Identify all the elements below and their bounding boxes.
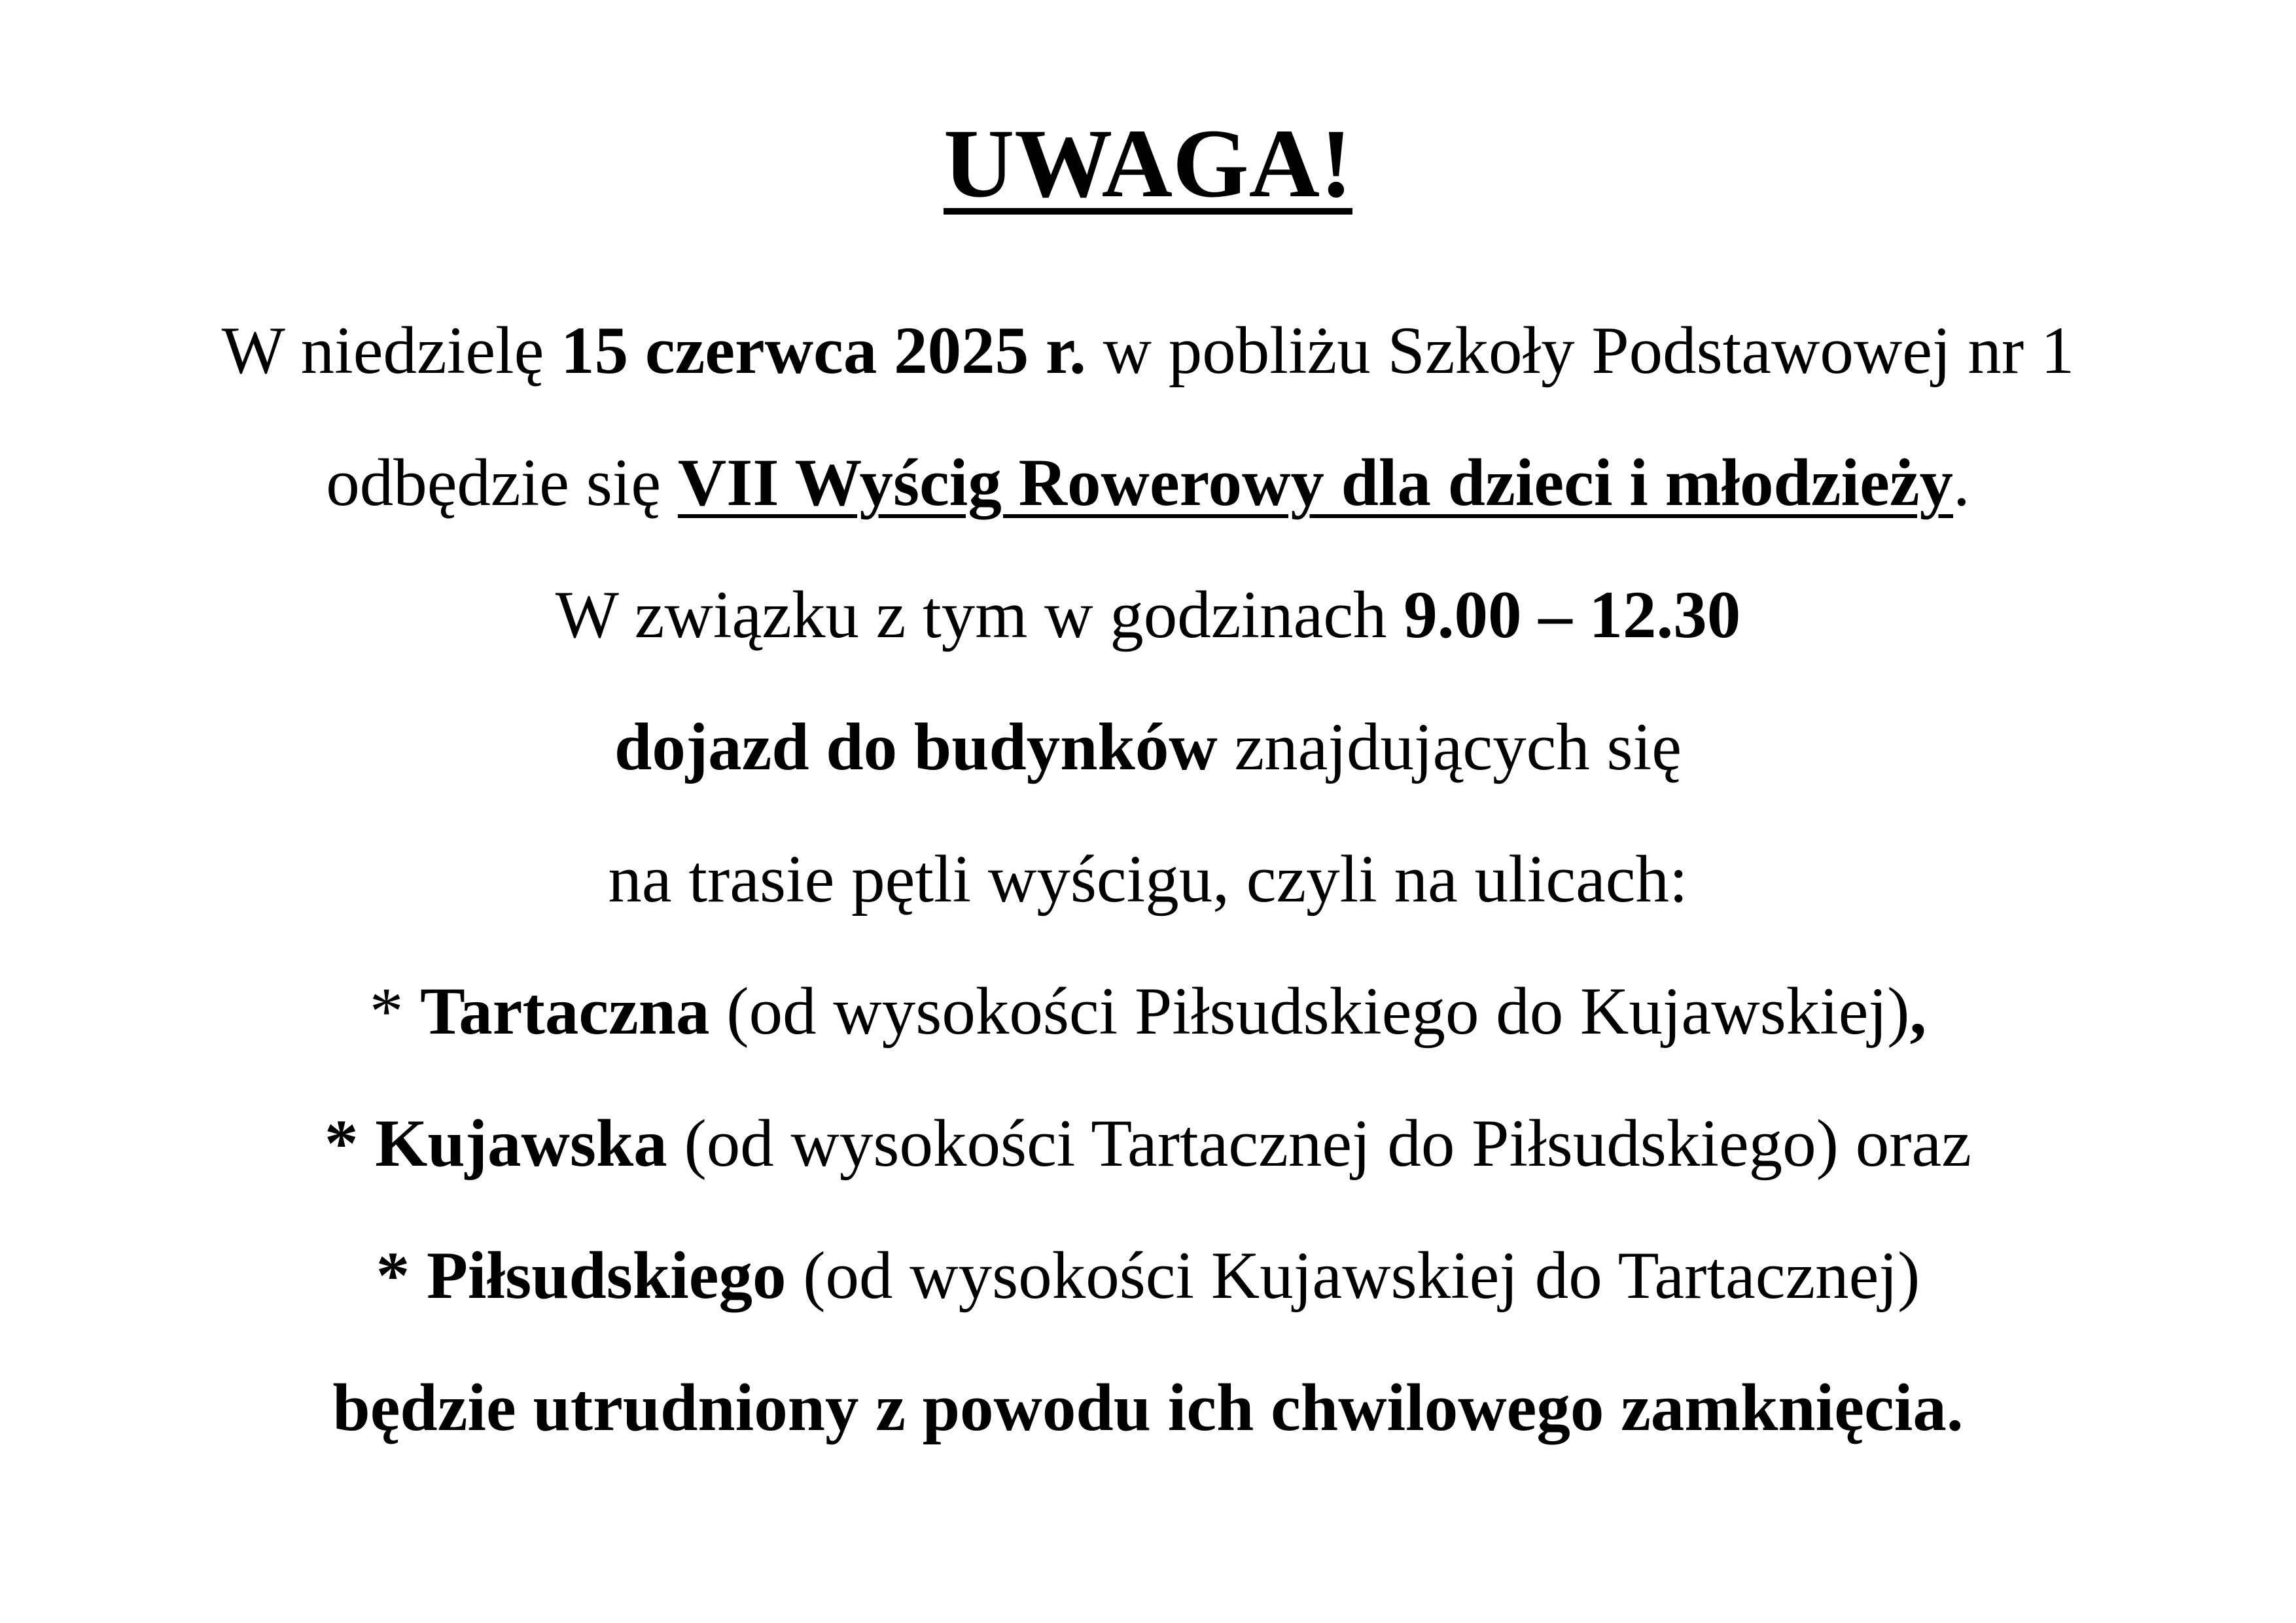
notice-title <box>0 98 2296 229</box>
line-text: W związku z tym w godzinach <box>555 578 1404 652</box>
notice-line-date <box>0 305 2296 396</box>
street-item-kujawska <box>0 1098 2296 1189</box>
notice-line-access <box>0 701 2296 793</box>
notice-line-hours <box>0 569 2296 661</box>
event-hours: 9.00 – 12.30 <box>1404 578 1741 652</box>
street-range: (od wysokości Tartacznej do Piłsudskiego) oraz <box>667 1106 1971 1181</box>
street-name: Tartaczna <box>420 974 710 1049</box>
line-text: * <box>369 974 421 1049</box>
line-text: , <box>1909 974 1927 1049</box>
street-item-pilsudskiego <box>0 1230 2296 1321</box>
access-emphasis: dojazd do budynków <box>614 710 1218 784</box>
line-text: na trasie pętli wyścigu, czyli na ulicach: <box>608 842 1688 916</box>
street-name: * Kujawska <box>325 1106 667 1181</box>
notice-line-closure <box>0 1362 2296 1454</box>
line-text: znajdujących się <box>1217 710 1682 784</box>
street-name: * Piłsudskiego <box>376 1238 786 1313</box>
closure-statement: będzie utrudniony z powodu ich chwilowego zamknięcia. <box>332 1370 1964 1445</box>
notice-line-route <box>0 833 2296 925</box>
street-range: (od wysokości Kujawskiej do Tartacznej) <box>786 1238 1920 1313</box>
line-text: W niedzielę <box>221 313 561 388</box>
street-range: (od wysokości Piłsudskiego do Kujawskiej) <box>709 974 1910 1049</box>
line-text: w pobliżu Szkoły Podstawowej nr 1 <box>1086 313 2075 388</box>
line-text: odbędzie się <box>326 445 678 520</box>
notice-line-event <box>0 437 2296 529</box>
event-date: 15 czerwca 2025 r. <box>561 313 1086 388</box>
street-item-tartaczna <box>0 966 2296 1057</box>
event-name: VII Wyścig Rowerowy dla dzieci i młodzieży <box>677 445 1954 520</box>
line-text: . <box>1953 445 1970 520</box>
notice-title-text: UWAGA! <box>944 109 1352 218</box>
